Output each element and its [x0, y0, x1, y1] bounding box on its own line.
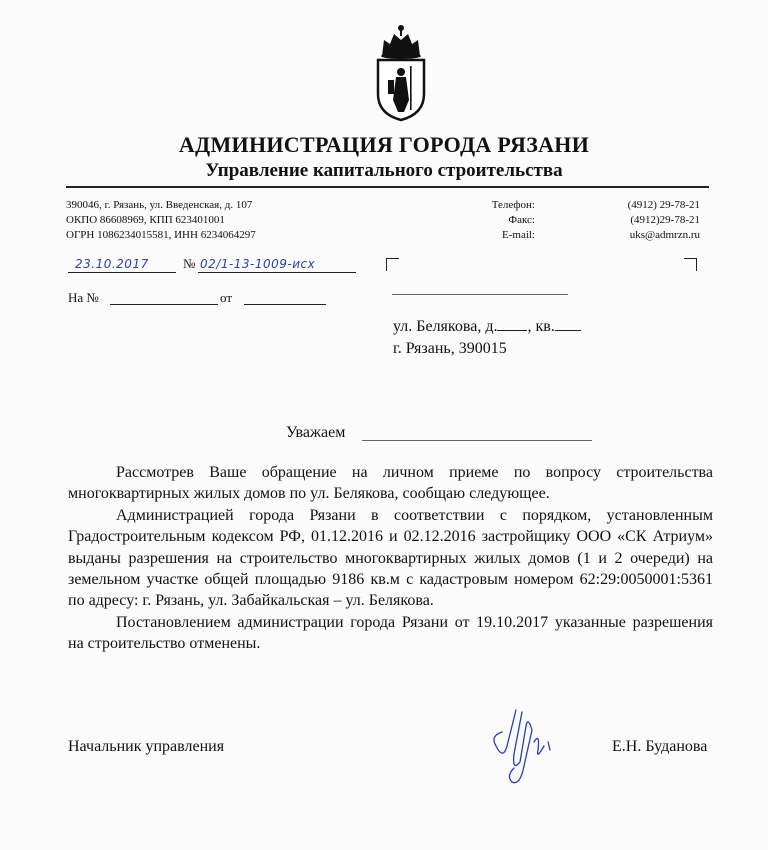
recipient-street-label: ул. Белякова, д.: [393, 318, 498, 335]
reply-from-label: от: [220, 290, 233, 305]
outgoing-date: 23.10.2017: [75, 257, 149, 271]
address-line: 390046, г. Рязань, ул. Введенская, д. 107: [66, 199, 253, 211]
reply-date-line: [244, 304, 326, 305]
contact-labels: [455, 198, 535, 243]
org-title: АДМИНИСТРАЦИЯ ГОРОДА РЯЗАНИ: [178, 132, 590, 157]
recipient-city: г. Рязань, 390015: [393, 340, 507, 357]
greeting-name-line: [362, 440, 592, 441]
phone-label: Телефон:: [491, 199, 535, 211]
paragraph-2: Администрацией города Рязани в соответствии с порядком, установленным Градостроительным кодексом РФ, 01.12.2016 и 02.12.2016 застройщику ООО «СК Атриум» выданы разрешения на строительство многоквартирных жилых домов (1 и 2 очереди) на земельном участке общей площадью 9186 кв.м с кадастровым номером 62:29:0050001:5361 по адресу: г. Рязань, ул. Забайкальская – ул. Белякова.: [68, 506, 713, 610]
email-label: E-mail:: [502, 229, 535, 241]
number-sign: №: [183, 256, 196, 271]
greeting: Уважаем: [286, 424, 346, 441]
email-value: uks@admrzn.ru: [629, 229, 700, 241]
fax-label: Факс:: [508, 214, 535, 226]
header-divider: [66, 186, 709, 188]
address-corner-left: [386, 258, 399, 271]
recipient-street: ул. Белякова, д. , кв.: [393, 318, 581, 336]
department-title: Управление капитального строительства: [205, 160, 563, 181]
signatory-name: Е.Н. Буданова: [612, 738, 708, 755]
reply-to-label: На №: [68, 290, 99, 305]
outgoing-number: 02/1-13-1009-исх: [200, 257, 316, 271]
date-underline: [68, 272, 176, 273]
paragraph-3: Постановлением администрации города Рязани от 19.10.2017 указанные разрешения на строительство отменены.: [68, 613, 713, 653]
city-coat-of-arms-icon: [370, 22, 432, 122]
fax-value: (4912)29-78-21: [630, 214, 700, 226]
phone-value: (4912) 29-78-21: [627, 199, 700, 211]
address-corner-right: [684, 258, 697, 271]
codes-line: ОКПО 86608969, КПП 623401001: [66, 214, 225, 226]
address-top-line: [392, 294, 568, 295]
number-underline: [198, 272, 356, 273]
contact-values: [590, 198, 700, 243]
paragraph-1: Рассмотрев Ваше обращение на личном приеме по вопросу строительства многоквартирных жилых домов по ул. Белякова, сообщаю следующее.: [68, 464, 713, 503]
org-address-block: [66, 198, 256, 243]
registration-codes-line: ОГРН 1086234015581, ИНН 6234064297: [66, 229, 256, 241]
handwritten-signature-icon: [478, 702, 568, 792]
recipient-apt-label: кв.: [535, 318, 555, 335]
letter-body: [68, 462, 713, 655]
signatory-position: Начальник управления: [68, 738, 225, 755]
reply-number-line: [110, 304, 218, 305]
